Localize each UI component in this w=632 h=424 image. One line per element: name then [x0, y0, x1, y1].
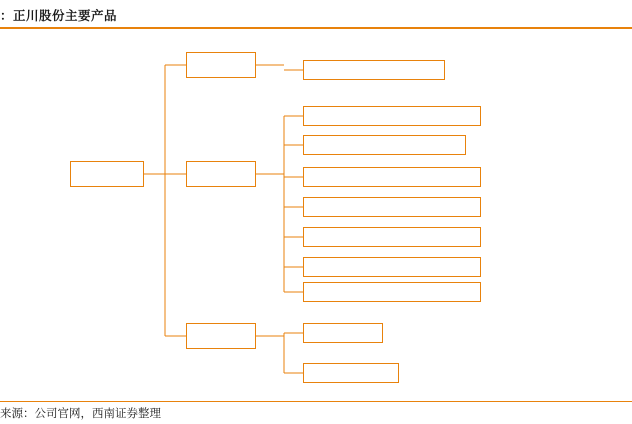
node-leaf-1-5[interactable]	[303, 257, 481, 277]
node-leaf-2-0[interactable]	[303, 323, 383, 343]
node-branch-1[interactable]	[186, 161, 256, 187]
node-leaf-1-4[interactable]	[303, 227, 481, 247]
node-root[interactable]	[70, 161, 144, 187]
page-title-prefix: ：	[0, 9, 14, 23]
footer-divider	[0, 401, 632, 402]
node-leaf-1-3[interactable]	[303, 197, 481, 217]
node-leaf-0-0[interactable]	[303, 60, 445, 80]
node-leaf-1-6[interactable]	[303, 282, 481, 302]
node-leaf-1-0[interactable]	[303, 106, 481, 126]
node-branch-0[interactable]	[186, 52, 256, 78]
page-title	[0, 6, 117, 24]
node-leaf-2-1[interactable]	[303, 363, 399, 383]
node-branch-2[interactable]	[186, 323, 256, 349]
source-note: 来源：公司官网，西南证券整理	[0, 408, 161, 420]
page-header	[0, 6, 632, 28]
node-leaf-1-1[interactable]	[303, 135, 466, 155]
node-leaf-1-2[interactable]	[303, 167, 481, 187]
diagram-canvas	[0, 26, 632, 398]
page-title-label: 正川股份主要产品	[13, 9, 118, 23]
